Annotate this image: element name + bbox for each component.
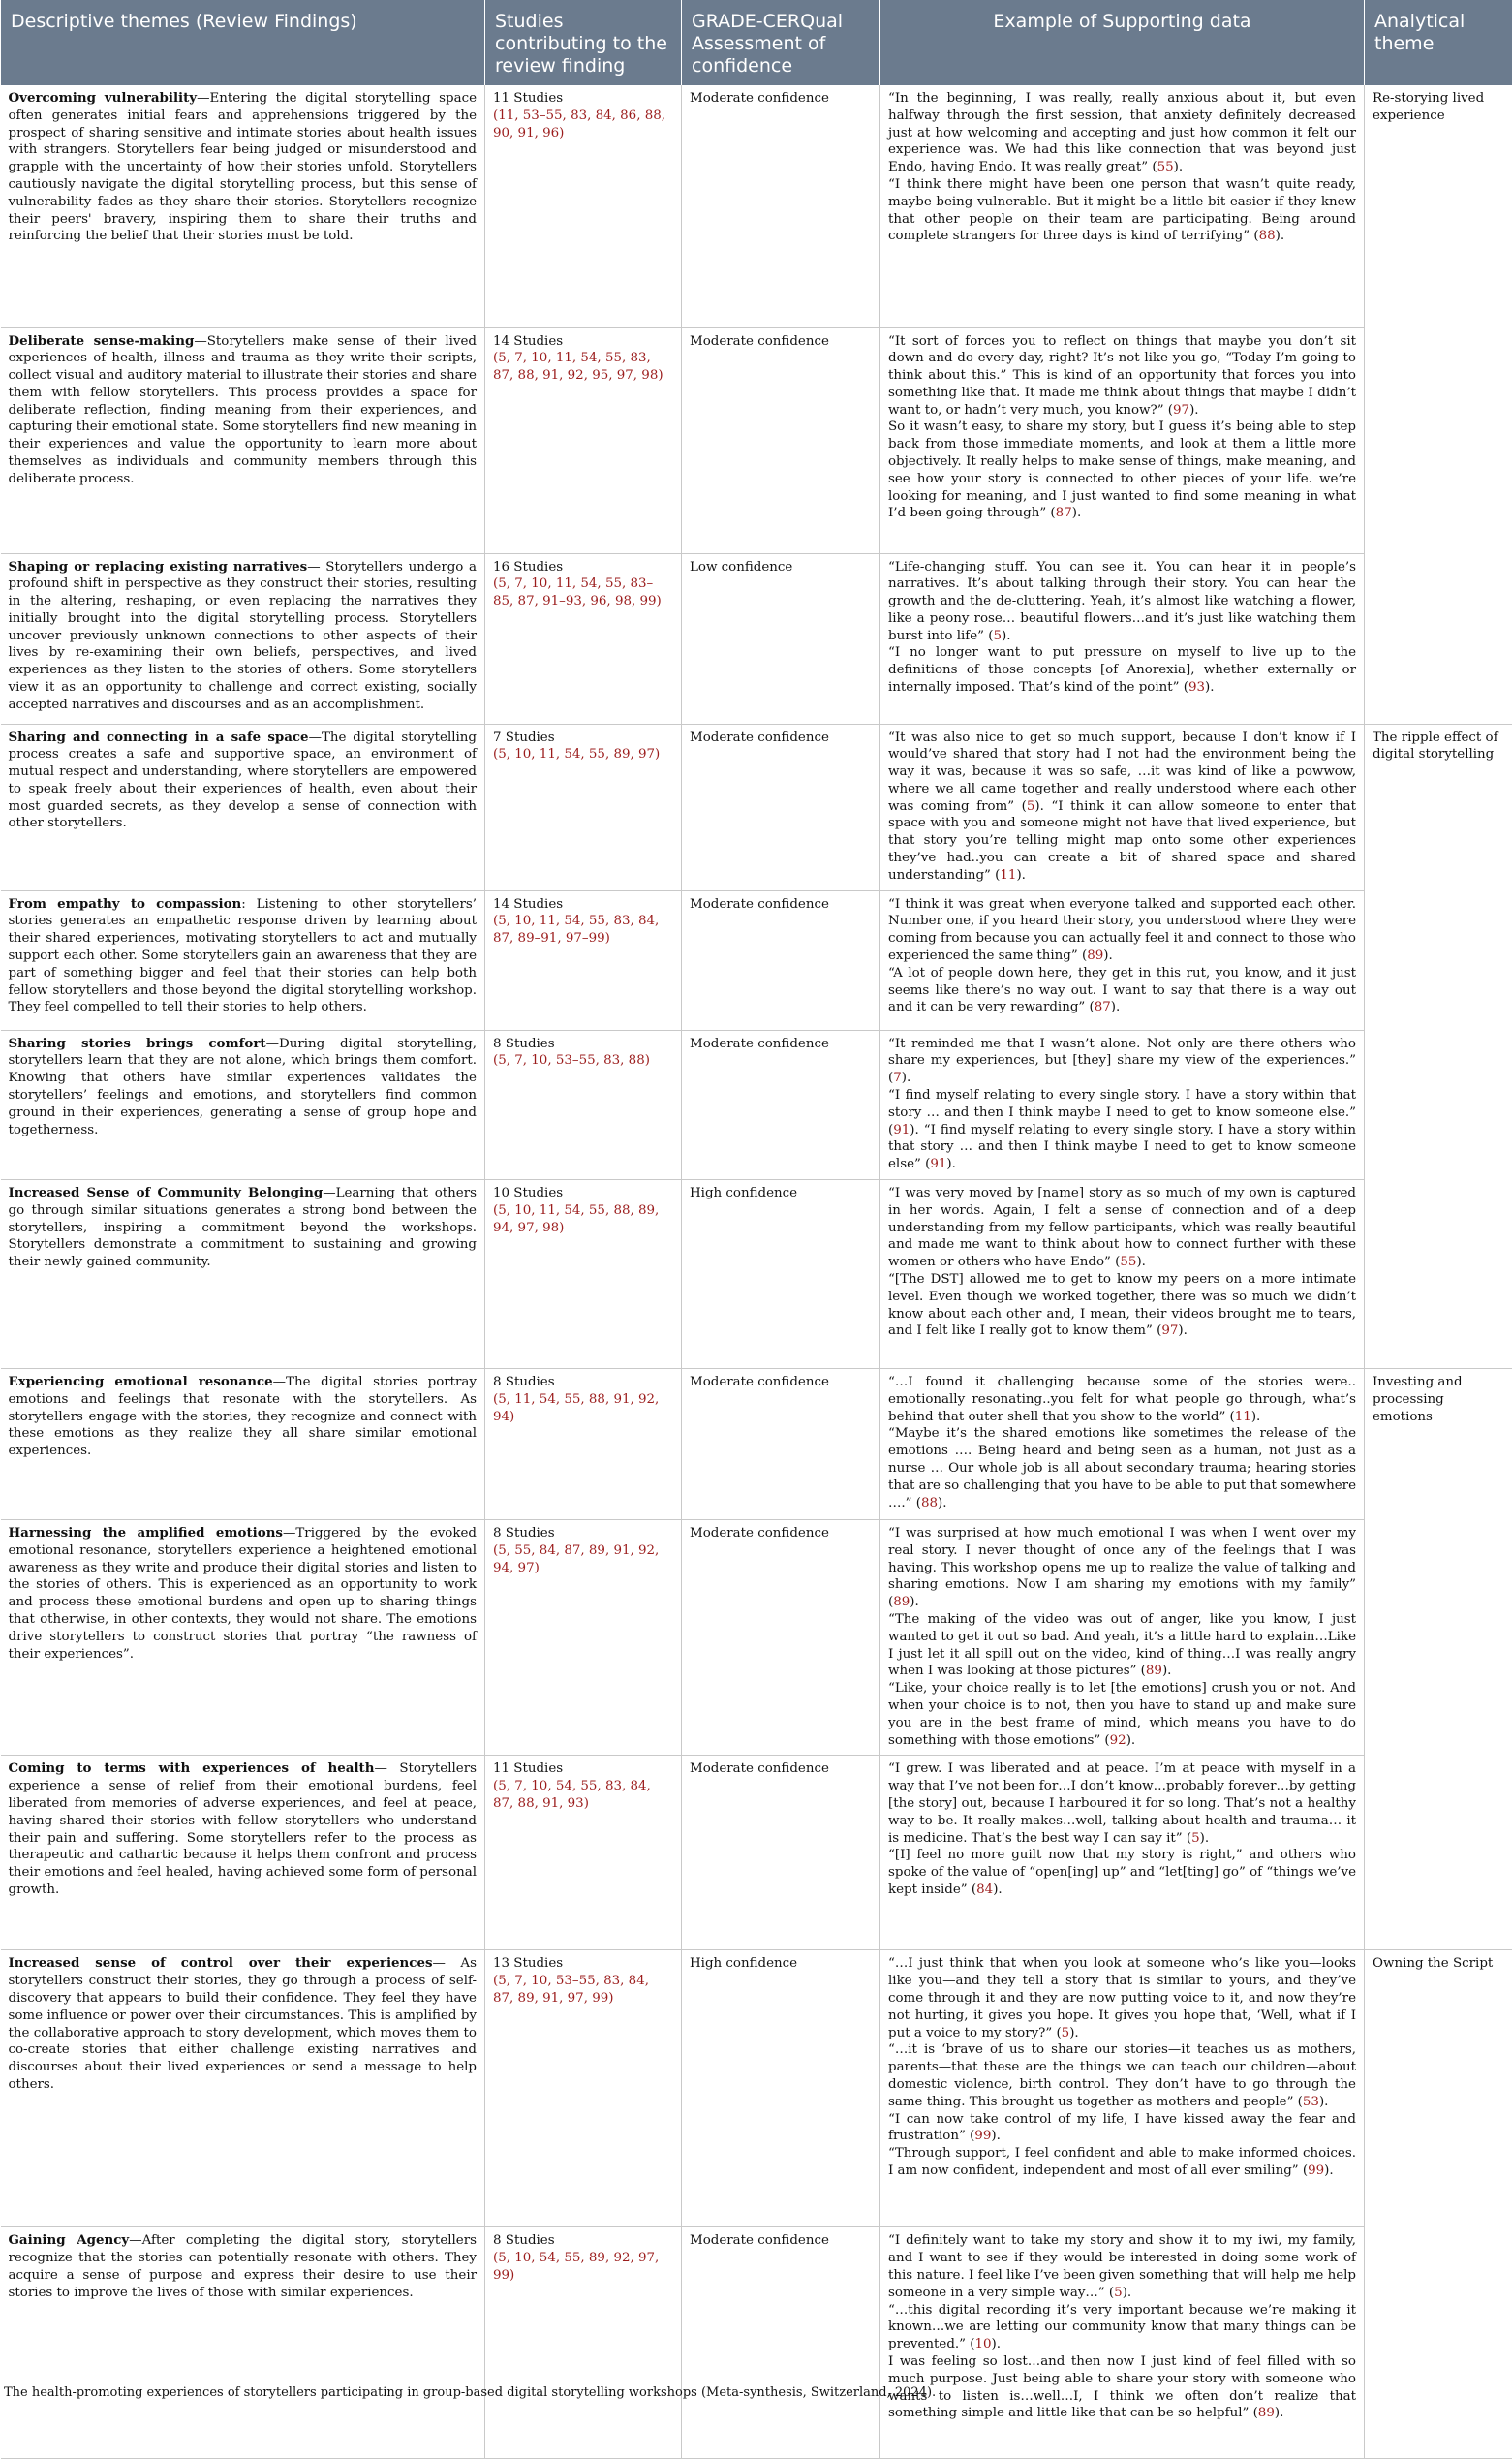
studies-cell: [485, 85, 682, 327]
table-row: [1, 890, 1512, 1030]
quote-text: ).: [946, 1157, 955, 1171]
finding-title: Deliberate sense-making: [9, 333, 195, 349]
finding-cell: [1, 2227, 485, 2459]
study-references: (5, 10, 54, 55, 89, 92, 97, 99): [493, 2250, 673, 2285]
quote-text: “…I found it challenging because some of the stories were.. emotionally resonating..you felt for what people go through, what’s behind that outer shell that you show to the world” (: [888, 1375, 1356, 1424]
study-references: (5, 10, 11, 54, 55, 83, 84, 87, 89–91, 97–99): [493, 913, 673, 948]
finding-description: —Triggered by the evoked emotional resonance, storytellers experience a heightened emotional awareness as they write and produce their digital stories and listen to the stories of others. This is experienced as an opportunity to work and process these emotional burdens and open up to sharing things that otherwise, in other contexts, they would not share. The emotions drive storytellers to construct stories that portray “the rawness of their experiences”.: [9, 1526, 478, 1662]
supporting-quote: [888, 1271, 1356, 1340]
study-references: (5, 7, 10, 11, 54, 55, 83–85, 87, 91–93, 96, 98, 99): [493, 576, 673, 610]
quote-text: “In the beginning, I was really, really anxious about it, but even halfway through the first session, that anxiety definitely decreased just at how welcoming and accepting and just how common it felt our experience was. We had this like connection that was beyond just Endo, having Endo. It was really great” (: [888, 91, 1356, 174]
quote-reference: 89: [1258, 2406, 1275, 2420]
quote-text: “I was surprised at how much emotional I was when I went over my real story. I never thought of once any of the feelings that I was having. This workshop opens me up to realize the value of talking and sharing emotions. Now I am sharing my emotions with my family” (: [888, 1526, 1356, 1609]
supporting-quote: [888, 2041, 1356, 2110]
quote-text: So it wasn’t easy, to share my story, but I guess it’s being able to step back from those immediate moments, and look at them a little more objectively. It really helps to make sense of things, make meaning, and see how your story is connected to other pieces of your life. we’re looking for meaning, and I just wanted to find some meaning in what I’d been going through” (: [888, 420, 1356, 520]
quote-text: ).: [1136, 1255, 1145, 1269]
header-grade-text: GRADE-CERQual Assessment of confidence: [692, 11, 843, 77]
supporting-quote: [888, 90, 1356, 176]
studies-count: 8 Studies: [493, 1036, 673, 1053]
quote-text: ).: [1200, 1831, 1209, 1846]
quote-text: “…this digital recording it’s very important because we’re making it known…we are letting our community know that many things can be prevented.” (: [888, 2303, 1356, 2352]
table-row: [1, 2227, 1512, 2459]
quote-reference: 55: [1120, 1255, 1136, 1269]
analytical-theme-cell: [1365, 1756, 1512, 1950]
quote-text: ).: [1178, 1323, 1187, 1338]
quote-reference: 91: [930, 1157, 946, 1171]
finding-description: —During digital storytelling, storytellers learn that they are not alone, which brings them comfort. Knowing that others have similar experiences validates the storytellers’ feelings and emotions, and storytellers find common ground in their experiences, generating a sense of group hope and togetherness.: [9, 1037, 478, 1137]
quote-text: ).: [991, 2129, 1000, 2143]
analytical-theme-cell: [1365, 1030, 1512, 1179]
quote-reference: 53: [1303, 2095, 1319, 2109]
finding-title: Gaining Agency: [9, 2232, 130, 2248]
quote-text: “I can now take control of my life, I have kissed away the fear and frustration” (: [888, 2112, 1356, 2144]
quote-reference: 5: [1191, 1831, 1200, 1846]
finding-title: Shaping or replacing existing narratives: [9, 559, 308, 575]
quote-text: ).: [1251, 1410, 1260, 1424]
study-references: (5, 7, 10, 53–55, 83, 88): [493, 1052, 673, 1070]
supporting-quote: [888, 419, 1356, 522]
quotes-cell: [880, 1950, 1365, 2227]
finding-cell: [1, 1030, 485, 1179]
quote-text: “I find myself relating to every single story. I have a story within that story … and then I think maybe I need to get to know someone else.” (: [888, 1088, 1356, 1137]
finding-cell: [1, 553, 485, 724]
supporting-quote: [888, 1525, 1356, 1611]
quote-text: “…it is ‘brave of us to share our stories—it teaches us as mothers, parents—that these are the things we can teach our children—about domestic violence, birth control. They don’t have to go through the same thing. This brought us together as mothers and people” (: [888, 2042, 1356, 2108]
quotes-cell: [880, 890, 1365, 1030]
studies-cell: [485, 724, 682, 890]
studies-count: 11 Studies: [493, 1760, 673, 1778]
quotes-cell: [880, 85, 1365, 327]
study-references: (5, 10, 11, 54, 55, 89, 97): [493, 746, 673, 763]
supporting-quote: [888, 965, 1356, 1016]
confidence-cell: Moderate confidence: [682, 1030, 880, 1179]
studies-count: 11 Studies: [493, 90, 673, 108]
finding-cell: [1, 1756, 485, 1950]
quote-text: “[I] feel no more guilt now that my story is right,” and others who spoke of the value of “open[ing] up” and “let[ting] go” of “things we’ve kept inside” (: [888, 1848, 1356, 1897]
supporting-quote: [888, 1087, 1356, 1173]
quote-reference: 5: [994, 629, 1003, 643]
supporting-quote: [888, 1680, 1356, 1749]
finding-description: —Storytellers make sense of their lived experiences of health, illness and trauma as they write their scripts, collect visual and auditory material to illustrate their stories and share them with fellow storytellers. This process provides a space for deliberate reflection, finding meaning from their experiences, and capturing their emotional state. Some storytellers find new meaning in their experiences and value the opportunity to learn more about themselves as individuals and community members through this deliberate process.: [9, 334, 478, 486]
studies-cell: [485, 2227, 682, 2459]
quote-reference: 99: [1308, 2163, 1324, 2178]
confidence-cell: High confidence: [682, 1180, 880, 1369]
studies-count: 8 Studies: [493, 2232, 673, 2250]
quote-text: “It reminded me that I wasn’t alone. Not only are there others who share my experiences, but [they] share my view of the experiences.” (: [888, 1037, 1356, 1086]
studies-cell: [485, 1369, 682, 1520]
quote-reference: 97: [1161, 1323, 1178, 1338]
finding-title: Increased Sense of Community Belonging: [9, 1185, 324, 1200]
studies-count: 8 Studies: [493, 1525, 673, 1542]
quote-reference: 91: [893, 1123, 910, 1137]
quote-text: ). “I think it can allow someone to enter that space with you and someone might not have that lived experience, but that story you’re telling might map onto some other experiences they’ve had..you can create a bit of shared space and shared understanding” (: [888, 799, 1356, 883]
quote-text: ).: [1276, 229, 1284, 243]
quote-reference: 87: [1056, 506, 1072, 520]
quote-text: ).: [1016, 868, 1025, 883]
quotes-cell: [880, 327, 1365, 553]
quote-reference: 7: [893, 1071, 902, 1085]
quote-text: ).: [1189, 403, 1198, 418]
quote-text: “The making of the video was out of anger, like you know, I just wanted to get it out so bad. And yeah, it’s a little hard to explain…Like I just let it all spill out on the video, kind of thing…I was really angry when I was looking at those pictures” (: [888, 1612, 1356, 1678]
quote-text: ).: [902, 1071, 910, 1085]
finding-cell: [1, 1180, 485, 1369]
header-studies: Studies contributing to the review finding: [485, 0, 682, 85]
finding-cell: [1, 1369, 485, 1520]
supporting-quote: [888, 1374, 1356, 1425]
quote-text: ).: [1072, 506, 1081, 520]
quote-reference: 55: [1157, 160, 1174, 174]
supporting-quote: [888, 1185, 1356, 1271]
quote-text: “…I just think that when you look at someone who’s like you—looks like you—and they tell a story that is similar to yours, and they’ve come through it and they are now putting voice to it, and now they’re not hurting, it gives you hope. It gives you hope that, ‘Well, what if I put a voice to my story?” (: [888, 1956, 1356, 2039]
supporting-quote: [888, 1955, 1356, 2041]
analytical-theme-cell: [1365, 327, 1512, 553]
quote-text: ).: [1111, 1000, 1120, 1014]
studies-cell: [485, 1950, 682, 2227]
quote-reference: 11: [1000, 868, 1016, 883]
quote-text: ).: [1002, 629, 1010, 643]
supporting-quote: [888, 644, 1356, 696]
study-references: (5, 7, 10, 11, 54, 55, 83, 87, 88, 91, 92, 95, 97, 98): [493, 350, 673, 385]
finding-description: : Listening to other storytellers’ stories generates an empathetic response driven by learning about their shared experiences, motivating storytellers to act and mutually support each other. Some storytellers gain an awareness that they are part of something bigger and feel that their stories can help both fellow storytellers and those beyond the digital storytelling workshop. They feel compelled to tell their stories to help others.: [9, 897, 478, 1015]
finding-title: Overcoming vulnerability: [9, 90, 198, 106]
quote-text: “Life-changing stuff. You can see it. You can hear it in people’s narratives. It’s about talking through their story. You can hear the growth and the de-cluttering. Yeah, it’s almost like watching a flower, like a peony rose… beautiful flowers…and it’s just like watching them burst into life” (: [888, 560, 1356, 643]
studies-cell: [485, 1180, 682, 1369]
confidence-cell: Moderate confidence: [682, 1369, 880, 1520]
quotes-cell: [880, 724, 1365, 890]
quote-reference: 5: [1114, 2286, 1123, 2300]
studies-count: 10 Studies: [493, 1185, 673, 1202]
confidence-cell: Low confidence: [682, 553, 880, 724]
quote-text: ).: [1103, 949, 1112, 963]
finding-title: Sharing stories brings comfort: [9, 1036, 266, 1051]
supporting-quote: [888, 1760, 1356, 1847]
confidence-cell: Moderate confidence: [682, 890, 880, 1030]
quote-text: ).: [910, 1595, 918, 1609]
quote-reference: 97: [1173, 403, 1189, 418]
quote-reference: 88: [921, 1496, 938, 1510]
finding-title: Coming to terms with experiences of health: [9, 1760, 375, 1776]
confidence-cell: Moderate confidence: [682, 724, 880, 890]
finding-description: — Storytellers experience a sense of relief from their emotional burdens, feel liberated from memories of adverse experiences, and feel at peace, having shared their stories with fellow storytellers who understand their pain and suffering. Some storytellers refer to the process as therapeutic and cathartic because it helps them confront and process their emotions and feel healed, having achieved some form of personal growth.: [9, 1761, 478, 1897]
quote-text: “I was very moved by [name] story as so much of my own is captured in her words. Again, I felt a sense of connection and of a deep understanding from my fellow participants, which was really beautiful and made me want to think about how to connect further with these women or others who have Endo” (: [888, 1186, 1356, 1269]
table-row: [1, 1180, 1512, 1369]
quote-text: ).: [1324, 2163, 1333, 2178]
table-row: [1, 1520, 1512, 1756]
finding-cell: [1, 1950, 485, 2227]
header-grade: [682, 0, 880, 85]
finding-cell: [1, 890, 485, 1030]
analytical-theme-cell: [1365, 890, 1512, 1030]
quote-text: “Maybe it’s the shared emotions like sometimes the release of the emotions …. Being heard and being seen as a human, not just as a nurse … Our whole job is all about secondary trauma; hearing stories that are so challenging that you have to be able to put that somewhere ….” (: [888, 1426, 1356, 1510]
supporting-quote: [888, 2145, 1356, 2180]
quote-reference: 88: [1259, 229, 1276, 243]
studies-count: 8 Studies: [493, 1374, 673, 1391]
quote-text: “I definitely want to take my story and show it to my iwi, my family, and I want to see if they would be interested in doing some work of this nature. I feel like I’ve been given something that will help me help someone in a very simple way…” (: [888, 2233, 1356, 2299]
study-references: (5, 7, 10, 53–55, 83, 84, 87, 89, 91, 97, 99): [493, 1973, 673, 2008]
analytical-theme-cell: The ripple effect of digital storytelling: [1365, 724, 1512, 890]
finding-cell: [1, 724, 485, 890]
finding-title: Sharing and connecting in a safe space: [9, 730, 309, 745]
quotes-cell: [880, 1756, 1365, 1950]
quotes-cell: [880, 1520, 1365, 1756]
finding-description: —Entering the digital storytelling space often generates initial fears and apprehensions triggered by the prospect of sharing sensitive and intimate stories about health issues with strangers. Storytellers fear being judged or misunderstood and grapple with the uncertainty of how their stories unfold. Storytellers cautiously navigate the digital storytelling process, but this sense of vulnerability fades as they share their stories. Storytellers recognize their peers' bravery, inspiring them to share their truths and reinforcing the belief that their stories must be told.: [9, 91, 478, 243]
supporting-quote: [888, 730, 1356, 885]
finding-description: —After completing the digital story, storytellers recognize that the stories can potentially resonate with others. They acquire a sense of purpose and express their desire to use their stories to improve the lives of those with similar experiences.: [9, 2233, 478, 2299]
quote-reference: 89: [1146, 1664, 1162, 1678]
quote-reference: 89: [893, 1595, 910, 1609]
quotes-cell: [880, 1369, 1365, 1520]
finding-description: — Storytellers undergo a profound shift in perspective as they construct their stories, resulting in the altering, reshaping, or even replacing the narratives they initially brought into the digital storytelling process. Storytellers uncover previously unknown connections to other aspects of their lives by re-examining their own beliefs, perspectives, and lived experiences as they listen to the stories of others. Some storytellers view it as an opportunity to challenge and correct existing, socially accepted narratives and discourses and as an accomplishment.: [9, 560, 478, 712]
quote-reference: 92: [1110, 1733, 1126, 1748]
table-row: [1, 1756, 1512, 1950]
quote-reference: 84: [976, 1883, 993, 1897]
finding-cell: [1, 85, 485, 327]
quote-text: ). “I find myself relating to every single story. I have a story within that story … and then I think maybe I need to get to know someone else” (: [888, 1123, 1356, 1172]
quote-text: ).: [1162, 1664, 1171, 1678]
table-caption: The health-promoting experiences of storytellers participating in group-based digital storytelling workshops (Meta-synthesis, Switzerland, 2024).: [4, 2385, 1505, 2401]
quote-text: ).: [1319, 2095, 1328, 2109]
table-body: [1, 85, 1512, 2459]
finding-description: —The digital storytelling process creates a safe and supportive space, an environment of mutual respect and understanding, where storytellers are empowered to speak freely about their experiences of health, even about their most guarded secrets, as they develop a sense of connection with other storytellers.: [9, 731, 478, 831]
table-row: [1, 1369, 1512, 1520]
studies-cell: [485, 890, 682, 1030]
quote-reference: 10: [974, 2337, 991, 2351]
quote-text: ).: [993, 1883, 1002, 1897]
quote-text: ).: [1126, 1733, 1135, 1748]
confidence-cell: Moderate confidence: [682, 327, 880, 553]
header-example: Example of Supporting data: [880, 0, 1365, 85]
analytical-theme-cell: [1365, 2227, 1512, 2459]
studies-count: 13 Studies: [493, 1955, 673, 1973]
study-references: (5, 55, 84, 87, 89, 91, 92, 94, 97): [493, 1542, 673, 1577]
quote-text: “I grew. I was liberated and at peace. I’m at peace with myself in a way that I’ve not been for…I don’t know…probably forever…by getting [the story] out, because I harboured it for so long. That’s not a healthy way to be. It really makes…well, talking about health and trauma… it is medicine. That’s the best way I can say it” (: [888, 1761, 1356, 1845]
quote-text: ).: [1174, 160, 1183, 174]
quote-reference: 87: [1095, 1000, 1111, 1014]
supporting-quote: [888, 1847, 1356, 1898]
quote-text: “A lot of people down here, they get in this rut, you know, and it just seems like there’s no way out. I want to say that there is a way out and it can be very rewarding” (: [888, 966, 1356, 1015]
confidence-cell: Moderate confidence: [682, 1756, 880, 1950]
quote-text: “It sort of forces you to reflect on things that maybe you don’t sit down and do every day, right? It’s not like you go, “Today I’m going to think about this.” This is kind of an opportunity that forces you into something like that. It made me think about things that maybe I didn’t want to, or hadn’t very much, you know?” (: [888, 334, 1356, 418]
studies-count: 16 Studies: [493, 559, 673, 576]
quotes-cell: [880, 2227, 1365, 2459]
studies-cell: [485, 1520, 682, 1756]
analytical-theme-cell: Owning the Script: [1365, 1950, 1512, 2227]
finding-title: Experiencing emotional resonance: [9, 1374, 273, 1389]
confidence-cell: Moderate confidence: [682, 1520, 880, 1756]
table-row: [1, 1950, 1512, 2227]
quote-reference: 11: [1235, 1410, 1251, 1424]
quote-reference: 5: [1027, 799, 1035, 814]
quote-text: ).: [1123, 2286, 1131, 2300]
quote-text: ).: [938, 1496, 946, 1510]
quote-reference: 99: [974, 2129, 991, 2143]
quote-text: ).: [1275, 2406, 1283, 2420]
quote-text: “I think it was great when everyone talked and supported each other. Number one, if you heard their story, you understood where they were coming from because you can actually feel it and connect to those who experienced the same thing” (: [888, 897, 1356, 963]
quote-text: “[The DST] allowed me to get to know my peers on a more intimate level. Even though we worked together, there was so much we didn’t know about each other and, I mean, their videos brought me to tears, and I felt like I really got to know them” (: [888, 1272, 1356, 1338]
study-references: (5, 10, 11, 54, 55, 88, 89, 94, 97, 98): [493, 1202, 673, 1237]
finding-title: From empathy to compassion: [9, 896, 242, 912]
confidence-cell: Moderate confidence: [682, 85, 880, 327]
supporting-quote: [888, 1425, 1356, 1511]
analytical-theme-cell: [1365, 553, 1512, 724]
quote-reference: 89: [1087, 949, 1103, 963]
quote-reference: 93: [1188, 680, 1205, 695]
finding-cell: [1, 327, 485, 553]
supporting-quote: [888, 333, 1356, 420]
quote-reference: 5: [1062, 2026, 1070, 2040]
header-analytical: Analytical theme: [1365, 0, 1512, 85]
finding-description: —The digital stories portray emotions and feelings that resonate with the storytellers. As storytellers engage with the stories, they recognize and connect with these emotions as they realize they all share similar emotional experiences.: [9, 1375, 478, 1458]
studies-count: 14 Studies: [493, 333, 673, 351]
table-row: [1, 327, 1512, 553]
supporting-quote: [888, 896, 1356, 965]
analytical-theme-cell: Investing and processing emotions: [1365, 1369, 1512, 1520]
table-row: [1, 1030, 1512, 1179]
supporting-quote: [888, 2302, 1356, 2353]
studies-count: 14 Studies: [493, 896, 673, 914]
quote-text: “Like, your choice really is to let [the emotions] crush you or not. And when your choice is to not, then you have to stand up and make sure you are in the best frame of mind, which means you have to do something with those emotions” (: [888, 1681, 1356, 1747]
finding-title: Harnessing the amplified emotions: [9, 1525, 283, 1541]
quote-text: “Through support, I feel confident and able to make informed choices. I am now confident, independent and most of all ever smiling” (: [888, 2146, 1356, 2178]
table-row: [1, 724, 1512, 890]
analytical-theme-cell: [1365, 1520, 1512, 1756]
analytical-theme-cell: Re-storying lived experience: [1365, 85, 1512, 327]
quote-text: ).: [1205, 680, 1214, 695]
studies-cell: [485, 1030, 682, 1179]
quote-text: “It was also nice to get so much support, because I don’t know if I would’ve shared that story had I not had the environment being the way it was, because it was so safe, …it was kind of like a powwow, where we all came together and really understood where each other was coming from” (: [888, 731, 1356, 814]
quotes-cell: [880, 553, 1365, 724]
quote-text: ).: [1069, 2026, 1078, 2040]
quotes-cell: [880, 1180, 1365, 1369]
studies-count: 7 Studies: [493, 730, 673, 747]
finding-description: —Learning that others go through similar situations generates a strong bond between the storytellers, inspiring a commitment beyond the workshops. Storytellers demonstrate a commitment to sustaining and growing their newly gained community.: [9, 1186, 478, 1269]
analytical-theme-cell: [1365, 1180, 1512, 1369]
quote-text: “I no longer want to put pressure on myself to live up to the definitions of those concepts [of Anorexia], whether externally or internally imposed. That’s kind of the point” (: [888, 645, 1356, 695]
confidence-cell: Moderate confidence: [682, 2227, 880, 2459]
quotes-cell: [880, 1030, 1365, 1179]
supporting-quote: [888, 176, 1356, 245]
studies-cell: [485, 327, 682, 553]
study-references: (5, 11, 54, 55, 88, 91, 92, 94): [493, 1391, 673, 1426]
supporting-quote: [888, 559, 1356, 645]
quote-text: ).: [992, 2337, 1001, 2351]
supporting-quote: [888, 2111, 1356, 2146]
finding-title: Increased sense of control over their experiences: [9, 1955, 433, 1971]
studies-cell: [485, 1756, 682, 1950]
table-row: [1, 553, 1512, 724]
table-row: [1, 85, 1512, 327]
header-descriptive-themes: Descriptive themes (Review Findings): [1, 0, 485, 85]
supporting-quote: [888, 1611, 1356, 1680]
finding-cell: [1, 1520, 485, 1756]
study-references: (5, 7, 10, 54, 55, 83, 84, 87, 88, 91, 93): [493, 1778, 673, 1813]
confidence-cell: High confidence: [682, 1950, 880, 2227]
study-references: (11, 53–55, 83, 84, 86, 88, 90, 91, 96): [493, 108, 673, 142]
table-header: [1, 0, 1512, 85]
finding-description: — As storytellers construct their stories, they go through a process of self-discovery that appears to build their confidence. They feel they have some influence or power over their circumstances. This is amplified by the collaborative approach to story development, which moves them to co-create stories that either challenge existing narratives and discourses about their lived experiences or send a message to help others.: [9, 1956, 478, 2092]
quote-text: I was feeling so lost…and then now I just kind of feel filled with so much purpose. Just being able to share your story with someone who wants to listen is…well…I, I think we often don’t realize that something simple and little like that can be so helpful” (: [888, 2354, 1356, 2420]
studies-cell: [485, 553, 682, 724]
quote-text: “I think there might have been one person that wasn’t quite ready, maybe being vulnerable. But it might be a little bit easier if they knew that other people on their team are participating. Being around complete strangers for three days is kind of terrifying” (: [888, 177, 1356, 243]
supporting-quote: [888, 2232, 1356, 2301]
supporting-quote: [888, 1036, 1356, 1087]
